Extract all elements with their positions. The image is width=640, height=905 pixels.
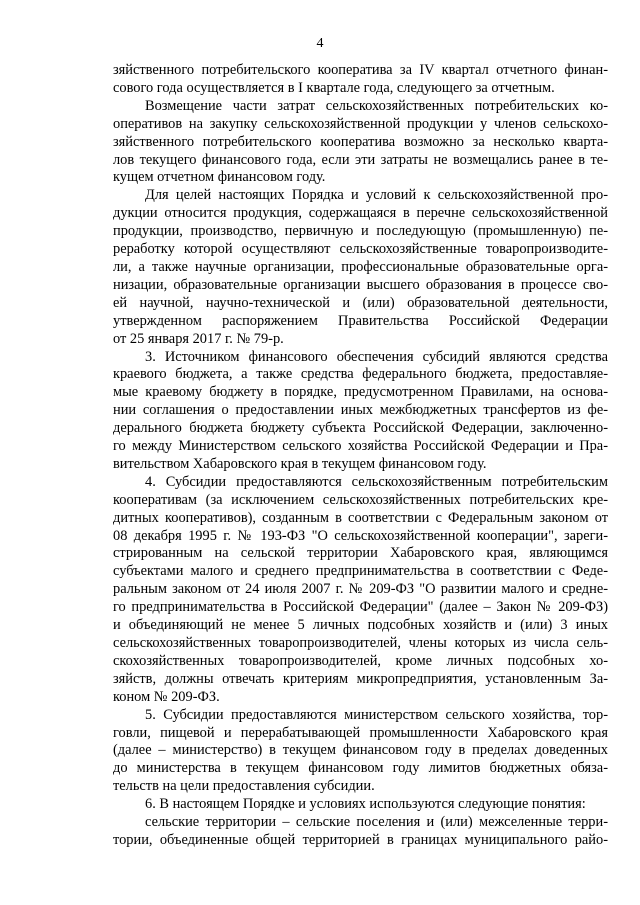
- text-line: кооперативам (за исключением сельскохозяйственных потребительских кре-: [113, 491, 608, 508]
- text-line: низации, образовательные организации высшего образования в процессе сво-: [113, 276, 608, 293]
- text-line: Для целей настоящих Порядка и условий к сельскохозяйственной про-: [145, 187, 608, 204]
- text-line: 3. Источником финансового обеспечения субсидий являются средства: [145, 348, 608, 365]
- text-line: реработку которой осуществляют сельскохозяйственные товаропроизводите-: [113, 241, 608, 258]
- text-line: дитных кооперативов), созданным в соответствии с Федеральным законом от: [113, 509, 608, 526]
- text-line: тельств на цели предоставления субсидии.: [113, 778, 375, 795]
- text-line: 08 декабря 1995 г. № 193-ФЗ "О сельскохозяйственной кооперации", зареги-: [113, 527, 608, 544]
- text-line: кущем отчетном финансовом году.: [113, 169, 326, 186]
- text-line: оперативов на закупку сельскохозяйственной продукции у членов сельскохо-: [113, 115, 608, 132]
- text-line: сового года осуществляется в I квартале года, следующего за отчетным.: [113, 79, 555, 96]
- text-line: продукции, производство, первичную и последующую (промышленную) пе-: [113, 223, 608, 240]
- text-line: зяйственного потребительского кооператива возможно за несколько кварта-: [113, 133, 608, 150]
- text-line: дукции относится продукция, содержащаяся в перечне сельскохозяйственной: [113, 205, 608, 222]
- document-body: [113, 62, 608, 850]
- text-line: краевого бюджета, а также средства федерального бюджета, предоставляе-: [113, 366, 608, 383]
- text-line: нии соглашения о предоставлении иных межбюджетных трансфертов из фе-: [113, 402, 608, 419]
- text-line: лов текущего финансового года, если эти затраты не возмещались ранее в те-: [113, 151, 608, 168]
- text-line: дерального бюджета бюджету субъекта Российской Федерации, заключенно-: [113, 420, 608, 437]
- text-line: мые краевому бюджету в порядке, предусмотренном Правилами, на основа-: [113, 384, 608, 401]
- text-line: сельскохозяйственных товаропроизводителей, члены которых из числа сель-: [113, 635, 608, 651]
- text-line: и объединяющий не менее 5 личных подсобных хозяйств и (или) 3 иных: [113, 617, 608, 634]
- text-line: Возмещение части затрат сельскохозяйственных потребительских ко-: [145, 97, 608, 114]
- text-line: ей научной, научно-технической и (или) образовательной деятельности,: [113, 294, 608, 311]
- text-line: го между Министерством сельского хозяйства Российской Федерации и Пра-: [113, 438, 608, 455]
- text-line: го предпринимательства в Российской Федерации" (далее – Закон № 209-ФЗ): [113, 599, 608, 616]
- text-line: 4. Субсидии предоставляются сельскохозяйственным потребительским: [145, 473, 608, 490]
- text-line: от 25 января 2017 г. № 79-р.: [113, 330, 284, 347]
- page-number: 4: [316, 36, 324, 51]
- text-line: субъектами малого и среднего предпринимательства в соответствии с Феде-: [113, 563, 608, 580]
- text-line: утвержденном распоряжением Правительства Российской Федерации: [113, 312, 608, 329]
- text-line: ли, а также научные организации, профессиональные образовательные орга-: [113, 258, 608, 275]
- text-line: сельские территории – сельские поселения и (или) межселенные терри-: [145, 814, 608, 831]
- text-line: до министерства в текущем финансовом году лимитов бюджетных обяза-: [113, 760, 608, 777]
- text-line: зяйственного потребительского кооператива за IV квартал отчетного финан-: [113, 62, 608, 78]
- text-line: коном № 209-ФЗ.: [113, 688, 220, 705]
- text-line: 5. Субсидии предоставляются министерством сельского хозяйства, тор-: [145, 706, 608, 723]
- text-line: говли, пищевой и перерабатывающей промышленности Хабаровского края: [113, 724, 608, 741]
- text-line: зяйств, должны отвечать критериям микропредприятия, установленным За-: [113, 670, 608, 687]
- text-line: скохозяйственных товаропроизводителей, кроме личных подсобных хо-: [113, 652, 608, 669]
- text-line: 6. В настоящем Порядке и условиях используются следующие понятия:: [145, 796, 586, 813]
- text-line: (далее – министерство) в текущем финансовом году в пределах доведенных: [113, 742, 608, 759]
- text-line: тории, объединенные общей территорией в границах муниципального райо-: [113, 831, 608, 848]
- text-line: вительством Хабаровского края в текущем финансовом году.: [113, 455, 487, 472]
- text-line: стрированным на сельской территории Хабаровского края, являющимся: [113, 545, 608, 562]
- text-line: ральным законом от 24 июля 2007 г. № 209-ФЗ "О развитии малого и средне-: [113, 581, 608, 598]
